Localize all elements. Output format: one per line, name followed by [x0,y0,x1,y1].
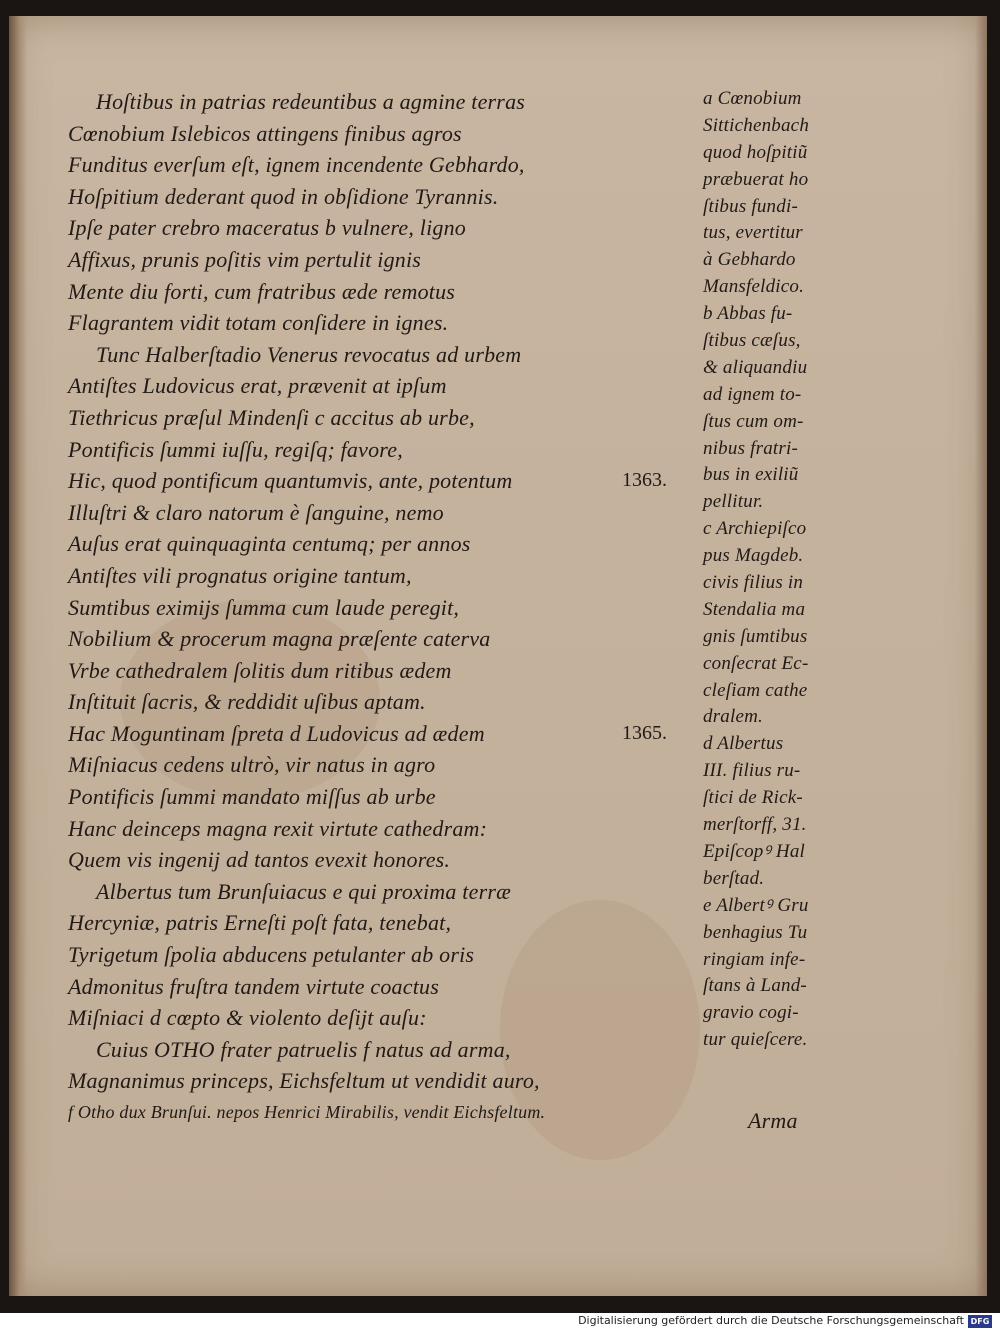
margin-note-line: nibus fratri- [703,437,798,459]
year-marker: 1365. [622,722,667,744]
poem-line: Magnanimus princeps, Eichsfeltum ut vendidit auro, [68,1068,540,1094]
margin-note-line: civis filius in [703,572,804,594]
margin-note-line: conſecrat Ec- [703,652,809,674]
margin-note-line: cleſiam cathe [703,679,808,701]
margin-note-line: pellitur. [703,491,764,513]
year-marker: 1363. [622,469,667,492]
poem-line: Inſtituit ſacris, & reddidit uſibus aptam. [68,689,426,715]
margin-note-line: a Cœnobium [703,88,802,109]
page-edge-left [9,16,27,1296]
margin-note-line: III. filius ru- [703,760,801,782]
margin-note-line: ſtans à Land- [703,975,807,997]
margin-note-line: bus in exiliũ [703,464,799,486]
poem-line: Nobilium & procerum magna præſente caterva [68,626,491,652]
poem-line: Tyrigetum ſpolia abducens petulanter ab oris [68,942,475,968]
poem-line: Flagrantem vidit totam conſidere in ignes. [68,310,449,336]
poem-line: Tiethricus præſul Mindenſi c accitus ab urbe, [68,404,475,430]
margin-note-line: Epiſcopꝰ Hal [703,840,806,862]
margin-note-line: c Archiepiſco [703,518,807,540]
poem-line: Hercyniæ, patris Erneſti poſt fata, tenebat, [68,910,452,936]
poem-line: Tunc Halberſtadio Venerus revocatus ad urbem [96,341,522,367]
poem-line: Vrbe cathedralem ſolitis dum ritibus ædem [68,657,452,683]
poem-line: Ipſe pater crebro maceratus b vulnere, ligno [68,215,466,241]
poem-line: Admonitus fruſtra tandem virtute coactus [68,973,439,999]
margin-note-line: dralem. [703,706,763,728]
poem-line: Pontificis ſummi iuſſu, regiſq; favore, [68,436,403,462]
poem-line: Antiſtes Ludovicus erat, prævenit at ipſum [68,373,447,399]
poem-line: Illuſtri & claro natorum è ſanguine, nemo [68,499,444,525]
poem-line: Albertus tum Brunſuiacus e qui proxima terræ [96,878,511,904]
margin-note-line: e Albertꝰ Gru [703,894,809,916]
margin-note-line: benhagius Tu [703,921,808,943]
poem-line: f Otho dux Brunſui. nepos Henrici Mirabilis, vendit Eichsfeltum. [68,1102,546,1122]
margin-note-line: tur quieſcere. [703,1029,808,1051]
margin-note-line: gnis ſumtibus [703,625,808,647]
footer-bar [0,1313,1000,1331]
poem-line: Funditus everſum eſt, ignem incendente Gebhardo, [68,152,525,178]
margin-note-line: ſtibus fundi- [703,195,798,217]
poem-line: Auſus erat quinquaginta centumq; per annos [68,531,471,557]
margin-note-line: ſtibus cæſus, [703,330,801,352]
poem-line: Sumtibus eximijs ſumma cum laude peregit, [68,594,460,620]
margin-note-line: & aliquandiu [703,356,808,378]
margin-note-line: ad ignem to- [703,383,802,405]
margin-note-line: ſtici de Rick- [703,787,803,809]
poem-line: Affixus, prunis poſitis vim pertulit ignis [68,246,422,272]
poem-line: Miſniacus cedens ultrò, vir natus in agro [68,752,436,778]
poem-line: Mente diu forti, cum fratribus æde remotus [68,278,456,304]
poem-line: Cœnobium Islebicos attingens finibus agros [68,120,462,146]
poem-line: Hoſtibus in patrias redeuntibus a agmine terras [96,89,526,114]
page-edge-right [975,16,987,1296]
poem-line: Hic, quod pontificum quantumvis, ante, potentum [68,468,513,494]
margin-notes [703,86,843,1054]
margin-note-line: gravio cogi- [703,1002,799,1024]
poem-line: Antiſtes vili prognatus origine tantum, [68,562,412,588]
margin-note-line: merſtorff, 31. [703,814,807,836]
poem-line: Hac Moguntinam ſpreta d Ludovicus ad ædem [68,720,485,746]
poem-line: Hoſpitium dederant quod in obſidione Tyrannis. [68,183,499,209]
poem-line: Miſniaci d cœpto & violento deſijt auſu: [68,1005,427,1031]
margin-note-line: berſtad. [703,867,765,889]
margin-note-line: d Albertus [703,733,784,755]
margin-note-line: pus Magdeb. [703,545,804,567]
margin-note-line: à Gebhardo [703,249,796,271]
dfg-logo: DFG [968,1315,992,1328]
catchword: Arma [748,1108,798,1133]
margin-note-line: præbuerat ho [703,168,809,190]
funding-notice: Digitalisierung gefördert durch die Deutsche Forschungsgemeinschaft [578,1314,964,1327]
margin-note-line: Stendalia ma [703,598,806,620]
margin-note-line: ſtus cum om- [703,410,804,432]
poem-line: Hanc deinceps magna rexit virtute cathedram: [68,815,488,841]
poem-line: Cuius OTHO frater patruelis f natus ad arma, [96,1036,511,1062]
margin-note-line: b Abbas fu- [703,303,793,325]
margin-note-line: quod hoſpitiũ [703,141,808,163]
poem-line: Quem vis ingenij ad tantos evexit honores. [68,847,451,873]
margin-note-line: tus, evertitur [703,222,803,244]
margin-note-line: Sittichenbach [703,114,810,136]
poem-text [68,86,648,1129]
poem-line: Pontificis ſummi mandato miſſus ab urbe [68,784,436,810]
margin-note-line: ringiam infe- [703,948,806,970]
margin-note-line: Mansfeldico. [703,276,805,298]
